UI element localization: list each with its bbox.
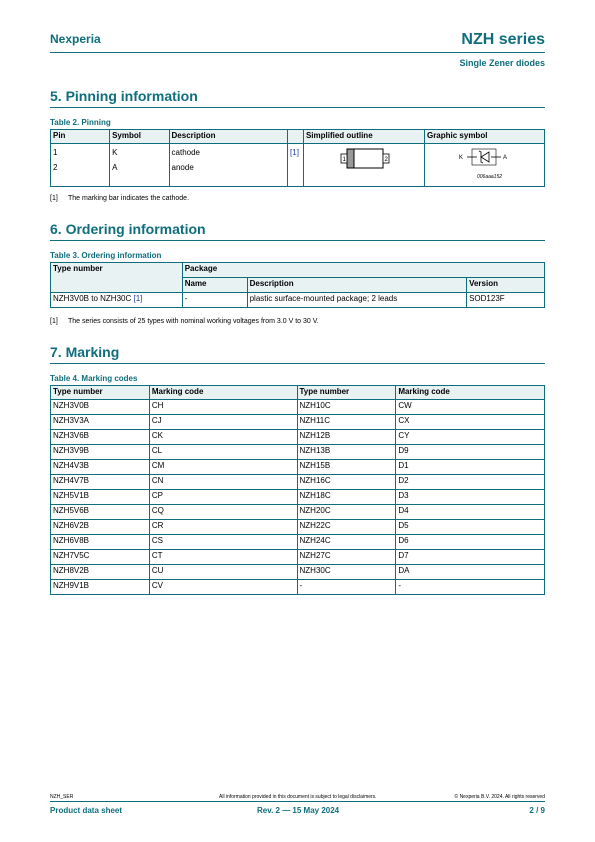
package-version-cell: SOD123F: [467, 293, 545, 308]
ordering-table: [50, 262, 545, 308]
outline-pin-label: 2: [384, 157, 388, 163]
document-subtitle: Single Zener diodes: [459, 58, 545, 68]
footnote-text: The series consists of 25 types with nominal working voltages from 3.0 V to 30 V.: [68, 318, 319, 325]
column-header: Package: [182, 263, 544, 278]
type-number-cell: NZH4V7B: [51, 475, 150, 490]
type-number-cell: NZH12B: [297, 430, 396, 445]
marking-code-cell: D6: [396, 535, 545, 550]
type-number-cell: NZH6V8B: [51, 535, 150, 550]
table-row: [51, 475, 545, 490]
marking-code-cell: D1: [396, 460, 545, 475]
pin-cell: [51, 144, 110, 187]
section-title-marking: 7. Marking: [50, 344, 120, 360]
table-row: [51, 445, 545, 460]
section-title-pinning: 5. Pinning information: [50, 88, 198, 104]
marking-code-cell: -: [396, 580, 545, 595]
footnote-link[interactable]: [1]: [133, 294, 143, 303]
type-number-cell: NZH24C: [297, 535, 396, 550]
marking-code-cell: CU: [149, 565, 297, 580]
type-number-cell: NZH15B: [297, 460, 396, 475]
type-number-cell: NZH22C: [297, 520, 396, 535]
type-number-cell: NZH10C: [297, 400, 396, 415]
table-row: [51, 550, 545, 565]
pin-symbol: K: [112, 148, 118, 157]
pin-number: 2: [53, 163, 58, 172]
marking-code-cell: CJ: [149, 415, 297, 430]
type-number-cell: NZH11C: [297, 415, 396, 430]
table-row: [51, 415, 545, 430]
table-row: [51, 580, 545, 595]
table-row: [51, 565, 545, 580]
table-header-row: [51, 263, 545, 278]
type-number-cell: NZH27C: [297, 550, 396, 565]
column-header: Graphic symbol: [424, 130, 544, 144]
anode-label: A: [502, 155, 507, 161]
type-cell: [51, 293, 183, 308]
column-header: Marking code: [396, 386, 545, 400]
package-name-cell: -: [182, 293, 247, 308]
marking-code-cell: CN: [149, 475, 297, 490]
table-caption-pinning: Table 2. Pinning: [50, 118, 111, 127]
type-number-cell: NZH8V2B: [51, 565, 150, 580]
symbol-code: 006aaa152: [476, 174, 502, 180]
type-number-cell: NZH16C: [297, 475, 396, 490]
marking-code-cell: CY: [396, 430, 545, 445]
reference-cell: [288, 144, 304, 187]
sod123f-outline-icon: [306, 145, 422, 183]
marking-table-body: [51, 400, 545, 595]
footer-page-number: 2 / 9: [529, 806, 545, 815]
cathode-label: K: [458, 155, 463, 161]
column-header: Marking code: [149, 386, 297, 400]
table-row: [51, 400, 545, 415]
marking-code-cell: CK: [149, 430, 297, 445]
marking-code-cell: CX: [396, 415, 545, 430]
marking-code-cell: CM: [149, 460, 297, 475]
footer-doc-id: NZH_SER: [50, 794, 74, 800]
table-caption-marking: Table 4. Marking codes: [50, 374, 138, 383]
column-header: Simplified outline: [303, 130, 424, 144]
section-divider: [50, 240, 545, 241]
marking-code-cell: D2: [396, 475, 545, 490]
table-row: [51, 430, 545, 445]
pin-symbol: A: [112, 163, 118, 172]
table-row: [51, 460, 545, 475]
symbol-cell: [110, 144, 169, 187]
footnote-number: [1]: [50, 195, 58, 202]
marking-code-cell: CL: [149, 445, 297, 460]
table-row: [51, 144, 545, 187]
marking-code-cell: D5: [396, 520, 545, 535]
footer-revision: Rev. 2 — 15 May 2024: [257, 806, 340, 815]
type-number-cell: -: [297, 580, 396, 595]
description-cell: [169, 144, 287, 187]
type-number-cell: NZH5V1B: [51, 490, 150, 505]
document-series-title: NZH series: [461, 31, 545, 48]
marking-code-cell: D9: [396, 445, 545, 460]
header-divider: [50, 52, 545, 53]
footnote: [50, 318, 319, 325]
zener-diode-symbol-icon: [427, 145, 542, 183]
type-number-cell: NZH9V1B: [51, 580, 150, 595]
marking-code-cell: D4: [396, 505, 545, 520]
type-number-cell: NZH3V3A: [51, 415, 150, 430]
marking-code-cell: CR: [149, 520, 297, 535]
type-number-cell: NZH6V2B: [51, 520, 150, 535]
simplified-outline-cell: [303, 144, 424, 187]
graphic-symbol-cell: [424, 144, 544, 187]
marking-code-cell: CW: [396, 400, 545, 415]
column-header: [288, 130, 304, 144]
column-header: Description: [169, 130, 287, 144]
footer-doc-type: Product data sheet: [50, 806, 123, 815]
marking-table: [50, 385, 545, 595]
footnote-link[interactable]: [1]: [290, 148, 299, 157]
pinning-table: [50, 129, 545, 187]
pin-number: 1: [53, 148, 58, 157]
marking-code-cell: CH: [149, 400, 297, 415]
type-number-cell: NZH3V0B: [51, 400, 150, 415]
type-number-cell: NZH3V9B: [51, 445, 150, 460]
type-number-cell: NZH3V6B: [51, 430, 150, 445]
outline-pin-label: 1: [342, 157, 346, 163]
footer-divider: [50, 801, 545, 802]
type-number-cell: NZH5V6B: [51, 505, 150, 520]
footnote: [50, 195, 189, 202]
column-header: Name: [182, 278, 247, 293]
type-number-cell: NZH13B: [297, 445, 396, 460]
table-row: [51, 535, 545, 550]
table-caption-ordering: Table 3. Ordering information: [50, 251, 162, 260]
column-header: Type number: [51, 263, 183, 293]
footnote-text: The marking bar indicates the cathode.: [68, 195, 190, 202]
type-range: NZH3V0B to NZH30C: [53, 294, 132, 303]
marking-code-cell: D3: [396, 490, 545, 505]
footer-disclaimer: All information provided in this document is subject to legal disclaimers.: [219, 794, 377, 800]
table-row: [51, 293, 545, 308]
table-header-row: [51, 386, 545, 400]
package-description-cell: plastic surface-mounted package; 2 leads: [247, 293, 466, 308]
table-row: [51, 490, 545, 505]
footnote-number: [1]: [50, 318, 58, 325]
section-title-ordering: 6. Ordering information: [50, 221, 206, 237]
column-header: Symbol: [110, 130, 169, 144]
type-number-cell: NZH20C: [297, 505, 396, 520]
marking-code-cell: CS: [149, 535, 297, 550]
type-number-cell: NZH30C: [297, 565, 396, 580]
marking-code-cell: D7: [396, 550, 545, 565]
column-header: Type number: [51, 386, 150, 400]
section-divider: [50, 363, 545, 364]
marking-code-cell: CQ: [149, 505, 297, 520]
marking-code-cell: CP: [149, 490, 297, 505]
type-number-cell: NZH7V5C: [51, 550, 150, 565]
column-header: Version: [467, 278, 545, 293]
type-number-cell: NZH18C: [297, 490, 396, 505]
pin-description: cathode: [171, 148, 200, 157]
table-row: [51, 505, 545, 520]
column-header: Pin: [51, 130, 110, 144]
footer-copyright: © Nexperia B.V. 2024. All rights reserved: [454, 794, 545, 800]
column-header: Description: [247, 278, 466, 293]
brand-name: Nexperia: [50, 32, 101, 46]
pin-description: anode: [171, 163, 194, 172]
table-header-row: [51, 130, 545, 144]
column-header: Type number: [297, 386, 396, 400]
marking-code-cell: DA: [396, 565, 545, 580]
type-number-cell: NZH4V3B: [51, 460, 150, 475]
marking-code-cell: CT: [149, 550, 297, 565]
section-divider: [50, 107, 545, 108]
marking-code-cell: CV: [149, 580, 297, 595]
table-row: [51, 520, 545, 535]
